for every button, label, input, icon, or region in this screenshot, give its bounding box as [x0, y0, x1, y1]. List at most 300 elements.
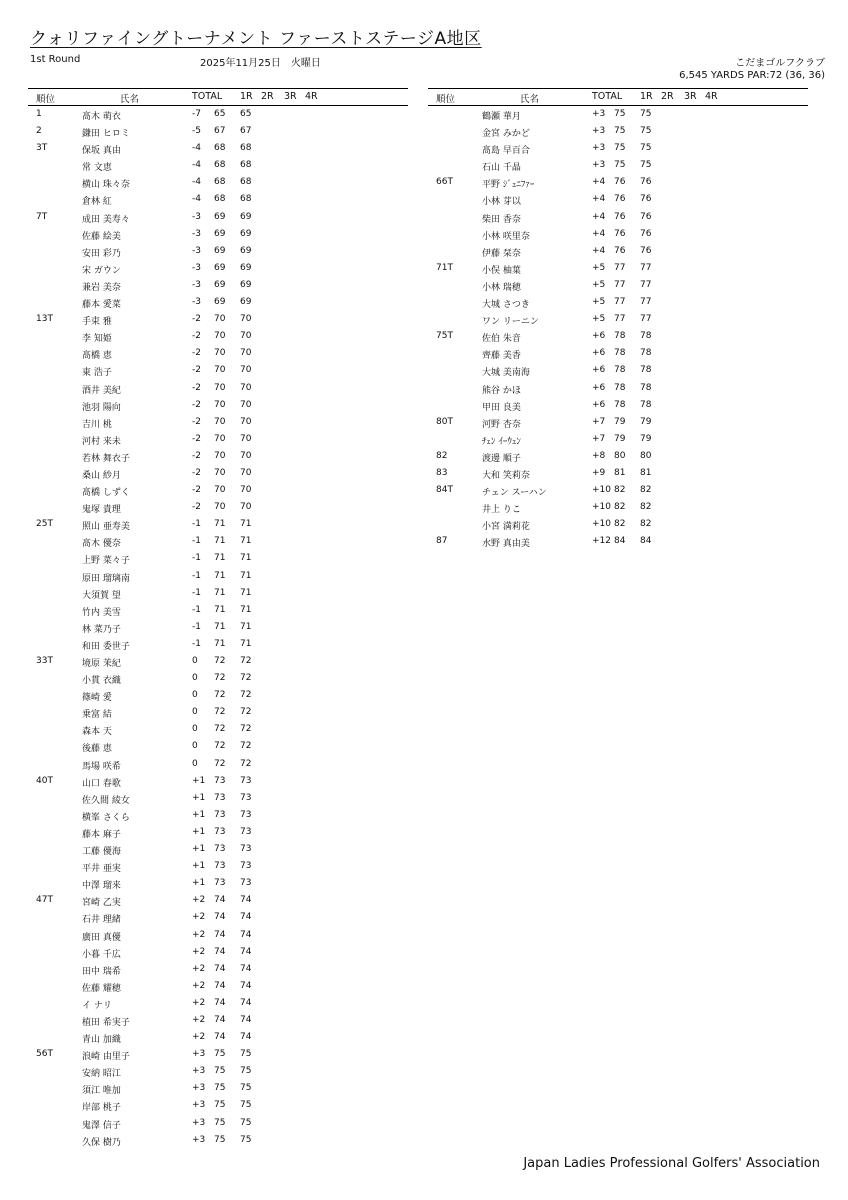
table-row: [28, 1080, 408, 1097]
cumulative-score: 72: [240, 673, 252, 684]
total-score: 0: [192, 707, 198, 718]
table-row: [28, 482, 408, 499]
total-score: -3: [192, 262, 201, 273]
rank-cell: 2: [36, 126, 42, 137]
player-name: 宮崎 乙実: [82, 898, 121, 909]
round1-score: 74: [214, 946, 226, 957]
table-row: [28, 636, 408, 653]
table-row: [28, 1063, 408, 1080]
cumulative-score: 75: [240, 1100, 252, 1111]
total-score: +8: [592, 450, 606, 461]
table-row: [428, 448, 808, 465]
table-row: [28, 1115, 408, 1132]
course-yards-par: 6,545 YARDS PAR:72 (36, 36): [679, 70, 825, 81]
cumulative-score: 84: [640, 536, 652, 547]
cumulative-score: 74: [240, 1032, 252, 1043]
player-name: 植田 希実子: [82, 1017, 130, 1028]
table-row: [28, 362, 408, 379]
rank-cell: 7T: [36, 211, 48, 222]
round1-score: 68: [214, 177, 226, 188]
round1-score: 78: [614, 365, 626, 376]
total-score: -2: [192, 416, 201, 427]
table-row: [28, 721, 408, 738]
round1-score: 75: [614, 109, 626, 119]
player-name: 平野 ｼﾞｪﾆﾌｧｰ: [482, 180, 535, 191]
total-score: +6: [592, 399, 606, 410]
total-score: +4: [592, 194, 606, 205]
table-row: [28, 875, 408, 892]
table-row: [28, 123, 408, 140]
round1-score: 69: [214, 245, 226, 256]
cumulative-score: 77: [640, 262, 652, 273]
total-score: 0: [192, 741, 198, 752]
association-footer: Japan Ladies Professional Golfers' Association: [523, 1156, 820, 1171]
total-score: -2: [192, 485, 201, 496]
total-score: +2: [192, 980, 206, 991]
player-name: 乗富 結: [82, 710, 112, 721]
total-score: +1: [192, 861, 206, 872]
cumulative-score: 79: [640, 416, 652, 427]
header-1r: 1R: [640, 91, 653, 102]
player-name: 鬼塚 貴理: [82, 505, 121, 516]
round1-score: 82: [614, 502, 626, 513]
round1-score: 80: [614, 450, 626, 461]
player-name: 河村 来未: [82, 436, 121, 447]
total-score: +9: [592, 467, 606, 478]
table-row: [28, 1097, 408, 1114]
total-score: -4: [192, 194, 201, 205]
player-name: 渡邊 順子: [482, 453, 521, 464]
table-row: [428, 226, 808, 243]
cumulative-score: 73: [240, 878, 252, 889]
total-score: +5: [592, 314, 606, 325]
round1-score: 77: [614, 262, 626, 273]
leaderboard-right-column: [428, 88, 808, 550]
total-score: +6: [592, 331, 606, 342]
total-score: -2: [192, 399, 201, 410]
player-name: 柴田 香奈: [482, 214, 521, 225]
player-name: 佐伯 朱音: [482, 334, 521, 345]
header-3r: 3R: [684, 91, 697, 102]
player-name: 髙木 優奈: [82, 539, 121, 550]
table-row: [28, 824, 408, 841]
player-name: 大城 美南海: [482, 368, 530, 379]
round1-score: 74: [214, 1032, 226, 1043]
total-score: -3: [192, 279, 201, 290]
total-score: +4: [592, 211, 606, 222]
table-row: [28, 807, 408, 824]
round1-score: 68: [214, 194, 226, 205]
cumulative-score: 75: [640, 126, 652, 137]
total-score: +1: [192, 878, 206, 889]
player-name: 久保 樹乃: [82, 1137, 121, 1148]
table-row: [428, 414, 808, 431]
table-row: [428, 243, 808, 260]
round1-score: 72: [214, 707, 226, 718]
cumulative-score: 76: [640, 177, 652, 188]
round1-score: 74: [214, 963, 226, 974]
table-row: [28, 431, 408, 448]
table-row: [428, 482, 808, 499]
total-score: -2: [192, 331, 201, 342]
round1-score: 79: [614, 416, 626, 427]
player-name: 鎌田 ヒロミ: [82, 129, 130, 140]
round1-score: 72: [214, 690, 226, 701]
round1-score: 71: [214, 519, 226, 530]
round1-score: 74: [214, 980, 226, 991]
course-name: こだまゴルフクラブ: [735, 58, 825, 69]
round1-score: 71: [214, 604, 226, 615]
table-row: [428, 123, 808, 140]
player-name: 藤本 麻子: [82, 829, 121, 840]
cumulative-score: 73: [240, 809, 252, 820]
total-score: +3: [192, 1066, 206, 1077]
table-row: [28, 687, 408, 704]
table-row: [28, 841, 408, 858]
cumulative-score: 75: [240, 1049, 252, 1060]
table-row: [28, 568, 408, 585]
total-score: 0: [192, 656, 198, 666]
table-row: [28, 995, 408, 1012]
cumulative-score: 76: [640, 245, 652, 256]
round1-score: 78: [614, 331, 626, 342]
cumulative-score: 68: [240, 143, 252, 154]
player-name: 照山 亜寿美: [82, 522, 130, 533]
table-row: [428, 380, 808, 397]
table-row: [28, 858, 408, 875]
total-score: -2: [192, 433, 201, 444]
total-score: -2: [192, 348, 201, 359]
table-row: [28, 944, 408, 961]
table-row: [28, 106, 408, 123]
player-name: 桑山 紗月: [82, 470, 121, 481]
total-score: +5: [592, 262, 606, 273]
table-row: [28, 670, 408, 687]
player-name: 佐久間 綾女: [82, 795, 130, 806]
table-row: [28, 738, 408, 755]
player-name: 成田 美寿々: [82, 214, 130, 225]
cumulative-score: 78: [640, 382, 652, 393]
table-row: [28, 157, 408, 174]
round1-score: 70: [214, 399, 226, 410]
player-name: 常 文恵: [82, 163, 112, 174]
player-name: 横峯 さくら: [82, 812, 130, 823]
cumulative-score: 73: [240, 861, 252, 872]
table-row: [28, 174, 408, 191]
round1-score: 70: [214, 450, 226, 461]
total-score: -2: [192, 365, 201, 376]
player-name: 髙木 萌衣: [82, 112, 121, 122]
total-score: +10: [592, 485, 611, 496]
round1-score: 77: [614, 279, 626, 290]
cumulative-score: 68: [240, 177, 252, 188]
round1-score: 77: [614, 297, 626, 308]
round1-score: 71: [214, 621, 226, 632]
rank-cell: 80T: [436, 416, 453, 427]
cumulative-score: 70: [240, 433, 252, 444]
player-name: 髙橋 恵: [82, 351, 112, 362]
cumulative-score: 76: [640, 194, 652, 205]
cumulative-score: 73: [240, 826, 252, 837]
round1-score: 77: [614, 314, 626, 325]
player-name: 安納 昭江: [82, 1069, 121, 1080]
cumulative-score: 69: [240, 245, 252, 256]
round1-score: 76: [614, 194, 626, 205]
round1-score: 73: [214, 861, 226, 872]
player-name: 伊藤 栞奈: [482, 248, 521, 259]
round1-score: 73: [214, 809, 226, 820]
player-name: 若林 舞衣子: [82, 453, 130, 464]
rank-cell: 82: [436, 450, 448, 461]
cumulative-score: 70: [240, 331, 252, 342]
total-score: +3: [192, 1117, 206, 1128]
table-body: [28, 106, 408, 1149]
table-row: [28, 140, 408, 157]
cumulative-score: 74: [240, 980, 252, 991]
round1-score: 73: [214, 792, 226, 803]
cumulative-score: 77: [640, 297, 652, 308]
table-row: [28, 602, 408, 619]
cumulative-score: 72: [240, 656, 252, 666]
rank-cell: 47T: [36, 895, 53, 906]
cumulative-score: 71: [240, 638, 252, 649]
player-name: 小暮 千広: [82, 949, 121, 960]
player-name: 青山 加織: [82, 1035, 121, 1046]
round1-score: 73: [214, 775, 226, 786]
player-name: 佐藤 耀穂: [82, 983, 121, 994]
total-score: -1: [192, 638, 201, 649]
round1-score: 74: [214, 895, 226, 906]
round1-score: 70: [214, 416, 226, 427]
round1-score: 75: [614, 143, 626, 154]
player-name: 廣田 真優: [82, 932, 121, 943]
total-score: -1: [192, 519, 201, 530]
round1-score: 82: [614, 485, 626, 496]
player-name: 石山 千晶: [482, 163, 521, 174]
total-score: +3: [592, 126, 606, 137]
table-row: [28, 1029, 408, 1046]
round1-score: 73: [214, 826, 226, 837]
total-score: -1: [192, 587, 201, 598]
total-score: -3: [192, 297, 201, 308]
table-row: [28, 961, 408, 978]
total-score: -1: [192, 536, 201, 547]
total-score: 0: [192, 758, 198, 769]
player-name: イ ナリ: [82, 1000, 112, 1011]
header-name: 氏名: [120, 94, 140, 105]
total-score: +6: [592, 382, 606, 393]
round1-score: 69: [214, 228, 226, 239]
table-row: [428, 533, 808, 550]
cumulative-score: 75: [240, 1134, 252, 1145]
header-2r: 2R: [261, 91, 274, 102]
cumulative-score: 65: [240, 109, 252, 119]
total-score: +12: [592, 536, 611, 547]
player-name: 佐藤 絵美: [82, 231, 121, 242]
total-score: +10: [592, 502, 611, 513]
round1-score: 82: [614, 519, 626, 530]
total-score: +1: [192, 826, 206, 837]
player-name: 安田 彩乃: [82, 248, 121, 259]
cumulative-score: 70: [240, 467, 252, 478]
cumulative-score: 68: [240, 194, 252, 205]
round1-score: 72: [214, 724, 226, 735]
rank-cell: 3T: [36, 143, 48, 154]
cumulative-score: 72: [240, 707, 252, 718]
total-score: +2: [192, 895, 206, 906]
player-name: 吉川 桃: [82, 419, 112, 430]
table-row: [28, 1132, 408, 1149]
cumulative-score: 69: [240, 211, 252, 222]
table-row: [28, 892, 408, 909]
total-score: +2: [192, 963, 206, 974]
round1-score: 70: [214, 314, 226, 325]
rank-cell: 71T: [436, 262, 453, 273]
player-name: 林 菜乃子: [82, 624, 121, 635]
round1-score: 76: [614, 245, 626, 256]
cumulative-score: 76: [640, 211, 652, 222]
cumulative-score: 82: [640, 485, 652, 496]
table-row: [28, 1012, 408, 1029]
table-row: [428, 140, 808, 157]
cumulative-score: 75: [640, 143, 652, 154]
table-row: [428, 328, 808, 345]
table-row: [28, 260, 408, 277]
cumulative-score: 78: [640, 399, 652, 410]
rank-cell: 84T: [436, 485, 453, 496]
rank-cell: 66T: [436, 177, 453, 188]
player-name: 東 浩子: [82, 368, 112, 379]
table-row: [428, 465, 808, 482]
table-row: [428, 157, 808, 174]
total-score: +7: [592, 416, 606, 427]
round1-score: 74: [214, 912, 226, 923]
table-row: [28, 773, 408, 790]
player-name: 原田 瑠璃南: [82, 573, 130, 584]
total-score: -3: [192, 245, 201, 256]
player-name: 手束 雅: [82, 317, 112, 328]
table-row: [28, 909, 408, 926]
player-name: 境原 茉紀: [82, 659, 121, 669]
round1-score: 74: [214, 929, 226, 940]
round1-score: 70: [214, 502, 226, 513]
round1-score: 67: [214, 126, 226, 137]
total-score: +1: [192, 792, 206, 803]
total-score: -1: [192, 570, 201, 581]
cumulative-score: 70: [240, 348, 252, 359]
round1-score: 68: [214, 143, 226, 154]
round1-score: 81: [614, 467, 626, 478]
player-name: 井上 りこ: [482, 505, 521, 516]
player-name: 小貫 衣織: [82, 676, 121, 687]
player-name: 金宮 みかど: [482, 129, 530, 140]
round1-score: 75: [214, 1083, 226, 1094]
total-score: 0: [192, 673, 198, 684]
total-score: -2: [192, 467, 201, 478]
total-score: -5: [192, 126, 201, 137]
cumulative-score: 73: [240, 792, 252, 803]
total-score: -3: [192, 211, 201, 222]
total-score: -7: [192, 109, 201, 119]
cumulative-score: 70: [240, 450, 252, 461]
round1-score: 70: [214, 348, 226, 359]
player-name: 篠崎 愛: [82, 693, 112, 704]
cumulative-score: 82: [640, 502, 652, 513]
round1-score: 70: [214, 331, 226, 342]
table-row: [28, 499, 408, 516]
total-score: 0: [192, 724, 198, 735]
player-name: 李 知姫: [82, 334, 112, 345]
total-score: +3: [192, 1049, 206, 1060]
round1-score: 72: [214, 656, 226, 666]
table-row: [428, 209, 808, 226]
player-name: 甲田 良美: [482, 402, 521, 413]
cumulative-score: 68: [240, 160, 252, 171]
total-score: +1: [192, 809, 206, 820]
cumulative-score: 70: [240, 382, 252, 393]
date-label: 2025年11月25日 火曜日: [200, 58, 321, 69]
round1-score: 76: [614, 228, 626, 239]
cumulative-score: 71: [240, 604, 252, 615]
cumulative-score: 74: [240, 963, 252, 974]
round1-score: 76: [614, 211, 626, 222]
player-name: 大城 さつき: [482, 300, 530, 311]
round1-score: 79: [614, 433, 626, 444]
table-row: [28, 790, 408, 807]
total-score: -4: [192, 160, 201, 171]
total-score: +2: [192, 912, 206, 923]
player-name: 田中 瑞希: [82, 966, 121, 977]
round1-score: 71: [214, 638, 226, 649]
cumulative-score: 78: [640, 365, 652, 376]
cumulative-score: 72: [240, 690, 252, 701]
header-total: TOTAL: [592, 91, 623, 102]
total-score: +2: [192, 946, 206, 957]
total-score: +3: [192, 1100, 206, 1111]
player-name: 後藤 恵: [82, 744, 112, 755]
table-row: [28, 585, 408, 602]
table-row: [28, 345, 408, 362]
player-name: 浪崎 由里子: [82, 1052, 130, 1063]
player-name: 大須賀 望: [82, 590, 121, 601]
cumulative-score: 74: [240, 946, 252, 957]
cumulative-score: 75: [240, 1117, 252, 1128]
header-4r: 4R: [305, 91, 318, 102]
table-row: [28, 414, 408, 431]
round1-score: 70: [214, 467, 226, 478]
round1-score: 78: [614, 348, 626, 359]
total-score: +5: [592, 297, 606, 308]
round1-score: 84: [614, 536, 626, 547]
header-rank: 順位: [436, 94, 456, 105]
cumulative-score: 81: [640, 467, 652, 478]
table-row: [428, 260, 808, 277]
cumulative-score: 75: [640, 109, 652, 119]
player-name: 岸部 桃子: [82, 1103, 121, 1114]
player-name: 平井 亜実: [82, 864, 121, 875]
table-row: [428, 294, 808, 311]
player-name: 宋 ガウン: [82, 265, 121, 276]
round1-score: 75: [214, 1117, 226, 1128]
total-score: -4: [192, 143, 201, 154]
round1-score: 78: [614, 382, 626, 393]
cumulative-score: 78: [640, 331, 652, 342]
cumulative-score: 77: [640, 314, 652, 325]
rank-cell: 33T: [36, 656, 53, 666]
total-score: +4: [592, 245, 606, 256]
player-name: 熊谷 かほ: [482, 385, 521, 396]
header-1r: 1R: [240, 91, 253, 102]
